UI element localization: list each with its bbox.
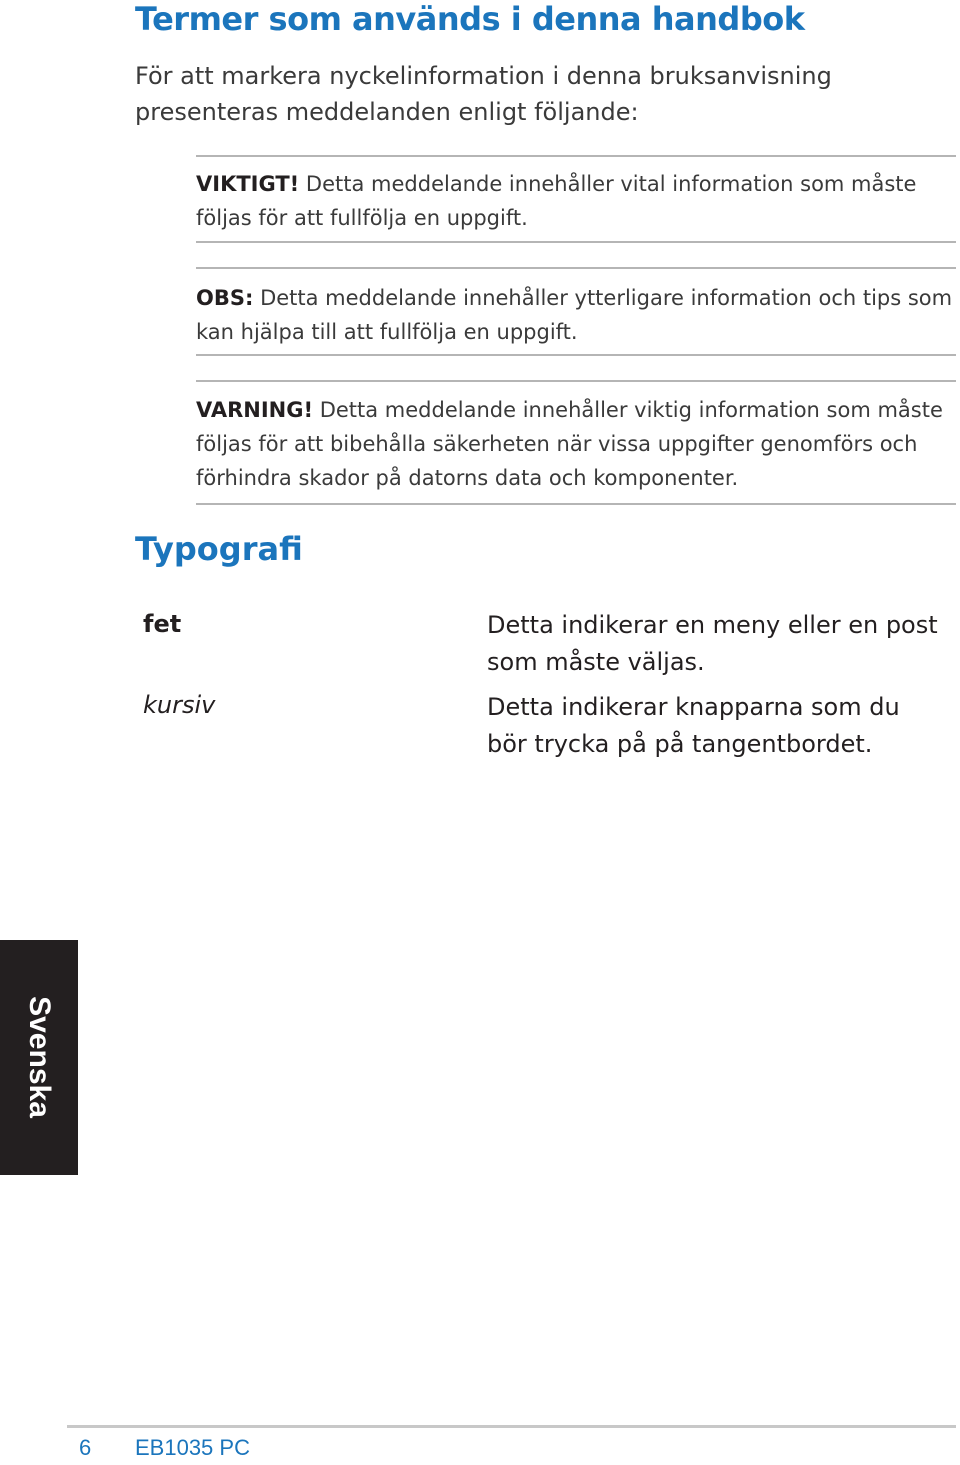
notice-divider — [196, 380, 956, 382]
notice-important — [196, 167, 956, 235]
notice-label: VIKTIGT! — [196, 172, 300, 196]
notice-divider — [196, 503, 956, 505]
notice-divider — [196, 267, 956, 269]
language-side-tab — [0, 940, 78, 1175]
notice-text: Detta meddelande innehåller ytterligare information och tips som kan hjälpa till att fullfölja en uppgift. — [196, 286, 953, 344]
product-name: EB1035 PC — [135, 1435, 250, 1460]
notice-label: OBS: — [196, 286, 254, 310]
notice-text: Detta meddelande innehåller viktig information som måste följas för att bibehålla säkerheten när vissa uppgifter genomförs och förhindra skador på datorns data och komponenter. — [196, 398, 943, 490]
page-number: 6 — [79, 1435, 92, 1460]
notice-divider — [196, 155, 956, 157]
notice-text: Detta meddelande innehåller vital information som måste följas för att fullfölja en uppgift. — [196, 172, 917, 230]
notice-divider — [196, 241, 956, 243]
page-title: Termer som används i denna handbok — [135, 0, 805, 38]
term-bold-description: Detta indikerar en meny eller en post som måste väljas. — [487, 611, 938, 676]
footer-divider — [67, 1425, 956, 1428]
notice-divider — [196, 354, 956, 356]
notice-label: VARNING! — [196, 398, 314, 422]
intro-paragraph: För att markera nyckelinformation i denna bruksanvisning presenteras meddelanden enligt följande: — [135, 62, 832, 126]
term-italic-description: Detta indikerar knapparna som du bör trycka på på tangentbordet. — [487, 693, 900, 758]
term-bold: fet — [143, 610, 182, 638]
notice-warning — [196, 393, 956, 495]
term-italic: kursiv — [143, 691, 216, 719]
notice-note — [196, 281, 956, 349]
section-heading-typography: Typografi — [135, 530, 303, 568]
language-label: Svenska — [23, 996, 56, 1118]
